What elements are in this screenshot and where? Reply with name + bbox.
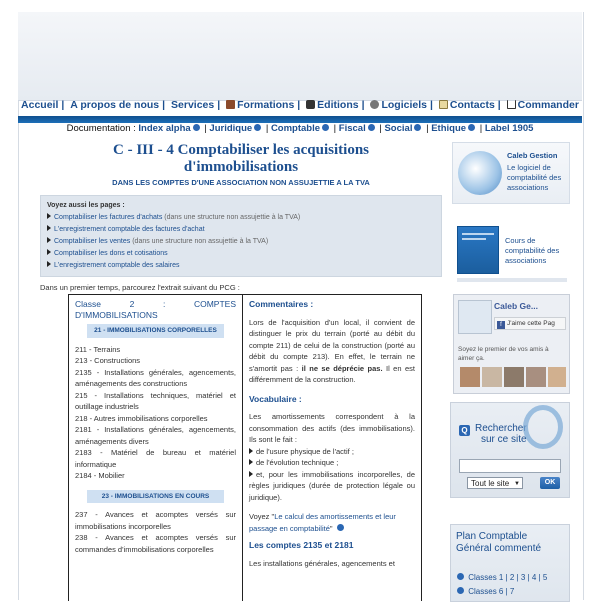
ad-cours-comptabilite[interactable] bbox=[452, 218, 568, 288]
nav-sep: | bbox=[217, 99, 221, 111]
article bbox=[40, 138, 442, 292]
see-also-item bbox=[47, 248, 435, 260]
account-entry: 218 - Autres immobilisations corporelles bbox=[75, 413, 208, 423]
arrow-icon bbox=[337, 524, 344, 531]
ad-text: Cours de comptabilité des associations bbox=[505, 236, 560, 265]
facebook-icon: f bbox=[497, 321, 505, 329]
title-line-1: C - III - 4 Comptabiliser les acquisitions bbox=[113, 142, 369, 158]
main-nav bbox=[18, 99, 582, 117]
friend-avatar bbox=[482, 367, 502, 387]
friend-avatar bbox=[504, 367, 524, 387]
doc-link-juridique[interactable]: Juridique bbox=[209, 123, 253, 134]
pcg-table bbox=[68, 294, 422, 601]
contact-card-icon bbox=[439, 100, 448, 109]
account-entry: 2184 - Mobilier bbox=[75, 471, 125, 480]
plan-class-link[interactable]: 7 bbox=[509, 587, 515, 596]
facebook-page-name[interactable]: Caleb Ge... bbox=[494, 301, 538, 311]
nav-label: Editions bbox=[317, 99, 359, 111]
account-entry: 211 - Terrains bbox=[75, 344, 121, 354]
see-also-link[interactable]: Comptabiliser les ventes bbox=[54, 238, 131, 245]
arrow-icon bbox=[457, 587, 464, 594]
arrow-icon bbox=[457, 573, 464, 580]
triangle-right-icon bbox=[47, 225, 51, 231]
pcg-extract-column bbox=[69, 295, 243, 601]
account-entry: 213 - Constructions bbox=[75, 356, 141, 365]
nav-sep: | bbox=[361, 99, 365, 111]
book-icon bbox=[306, 100, 315, 109]
plan-class-link[interactable]: 4 bbox=[531, 573, 537, 582]
title-line-2: d'immobilisations bbox=[183, 159, 299, 175]
voyez-prefix: Voyez " bbox=[249, 512, 275, 521]
search-input[interactable] bbox=[459, 459, 561, 473]
account-entry: 215 - Installations techniques, matériel et outillage industriels bbox=[75, 390, 236, 411]
disc-icon bbox=[370, 100, 379, 109]
account-entry: 238 - Avances et acomptes versés sur commandes d'immobilisations corporelles bbox=[75, 533, 236, 554]
triangle-right-icon bbox=[249, 459, 253, 465]
arrow-icon bbox=[368, 124, 375, 131]
search-title bbox=[475, 423, 527, 445]
see-also-link[interactable]: L'enregistrement comptable des salaires bbox=[54, 262, 180, 269]
search-title-line-1: Rechercher bbox=[475, 423, 527, 434]
facebook-like-button[interactable] bbox=[494, 317, 566, 330]
plan-row-label: Classes bbox=[468, 573, 497, 582]
account-entry: 2181 - Installations générales, agencements, aménagements divers bbox=[75, 425, 236, 446]
doc-link-ethique[interactable]: Ethique bbox=[431, 123, 467, 134]
triangle-right-icon bbox=[249, 448, 253, 454]
nav-item-editions[interactable] bbox=[306, 99, 358, 111]
accounts-text: Les installations générales, agencements et bbox=[249, 558, 395, 568]
ad-caleb-gestion[interactable] bbox=[452, 142, 570, 204]
see-also-item bbox=[47, 224, 435, 236]
plan-row-label: Classes bbox=[468, 587, 497, 596]
friend-avatar bbox=[526, 367, 546, 387]
plan-class-link[interactable]: 1 bbox=[498, 573, 504, 582]
plan-class-link[interactable]: 3 bbox=[520, 573, 526, 582]
see-also-item bbox=[47, 236, 435, 248]
search-ok-button[interactable]: OK bbox=[540, 477, 560, 489]
nav-sep: | bbox=[429, 99, 433, 111]
documentation-label: Documentation : bbox=[66, 123, 136, 134]
plan-title: Plan Comptable Général commenté bbox=[456, 531, 542, 554]
nav-sep: | bbox=[497, 99, 501, 111]
account-entry: 2135 - Installations générales, agencements, aménagements des constructions bbox=[75, 367, 236, 388]
vocabulary-heading: Vocabulaire : bbox=[249, 393, 302, 404]
amortissements-link[interactable]: Le calcul des amortissements et leur passage en comptabilité bbox=[249, 512, 396, 533]
comment-tail: Il en est différemment de la construction. bbox=[249, 363, 415, 384]
intro-text: Dans un premier temps, parcourez l'extrait suivant du PCG : bbox=[40, 283, 240, 292]
cart-icon bbox=[507, 100, 516, 109]
documentation-nav: Documentation : Index alpha | Juridique | Comptable | Fiscal | Social | Ethique | Label 1905 bbox=[66, 123, 534, 134]
page-title bbox=[40, 142, 442, 176]
friend-avatar bbox=[460, 367, 480, 387]
nav-label: Commander bbox=[517, 99, 579, 111]
magnifier-icon bbox=[523, 405, 563, 449]
plan-class-link[interactable]: 6 bbox=[498, 587, 504, 596]
triangle-right-icon bbox=[249, 471, 253, 477]
vocabulary-item bbox=[249, 469, 415, 504]
plan-comptable-box bbox=[450, 524, 570, 602]
comments-heading: Commentaires : bbox=[249, 299, 314, 309]
header-banner bbox=[18, 12, 582, 101]
nav-item-services[interactable]: Services bbox=[171, 99, 215, 111]
nav-item-contacts[interactable] bbox=[439, 99, 495, 111]
vocabulary-item-text: et, pour les immobilisations incorporelles, de règles juridiques (durée de protection légale ou juridique). bbox=[249, 469, 415, 502]
account-entry: 2183 - Matériel de bureau et matériel informatique bbox=[75, 448, 236, 469]
see-also-note: (dans une structure non assujettie à la TVA) bbox=[164, 214, 301, 221]
accounts-heading: Les comptes 2135 et 2181 bbox=[249, 540, 354, 550]
friend-avatar bbox=[548, 367, 566, 387]
books-icon bbox=[226, 100, 235, 109]
voyez-suffix: " bbox=[329, 523, 333, 533]
arrow-icon bbox=[414, 124, 421, 131]
plan-class-link[interactable]: 5 bbox=[542, 573, 548, 582]
facebook-widget bbox=[453, 294, 570, 394]
arrow-icon bbox=[254, 124, 261, 131]
vocabulary-item bbox=[249, 457, 415, 469]
software-box-image bbox=[458, 151, 502, 195]
see-also-link[interactable]: Comptabiliser les factures d'achats bbox=[54, 214, 163, 221]
section-heading: 23 - IMMOBILISATIONS EN COURS bbox=[87, 490, 224, 504]
comments-column bbox=[243, 295, 421, 601]
arrow-icon bbox=[193, 124, 200, 131]
account-entry: 237 - Avances et acomptes versés sur immobilisations incorporelles bbox=[75, 510, 236, 531]
page-thumbnail bbox=[458, 300, 492, 334]
nav-item-logiciels[interactable] bbox=[370, 99, 427, 111]
doc-link-label-1905[interactable]: Label 1905 bbox=[484, 123, 534, 134]
ad-title: Caleb Gestion bbox=[507, 151, 558, 160]
nav-sep: | bbox=[61, 99, 65, 111]
plan-row: Classes 6 | 7 bbox=[455, 587, 514, 596]
comment-emphasis: il ne se déprécie pas. bbox=[301, 363, 383, 373]
voyez-line bbox=[249, 511, 415, 534]
see-also-heading: Voyez aussi les pages : bbox=[47, 202, 125, 209]
nav-label: Logiciels bbox=[381, 99, 427, 111]
nav-label: Contacts bbox=[449, 99, 495, 111]
class-heading: Classe 2 : COMPTES D'IMMOBILISATIONS bbox=[75, 299, 236, 320]
book-cover-image bbox=[457, 226, 499, 274]
search-title-line-2: sur ce site bbox=[481, 434, 527, 445]
doc-link-social[interactable]: Social bbox=[384, 123, 413, 134]
doc-link-comptable[interactable]: Comptable bbox=[270, 123, 321, 134]
vocabulary-item-text: de l'évolution technique ; bbox=[256, 458, 339, 467]
facebook-text: Soyez le premier de vos amis à aimer ça. bbox=[458, 346, 549, 362]
ad-text: Le logiciel de comptabilité des associations bbox=[507, 163, 562, 192]
arrow-icon bbox=[468, 124, 475, 131]
see-also-box bbox=[40, 195, 442, 277]
nav-label: Formations bbox=[237, 99, 295, 111]
chevron-down-icon: ▼ bbox=[514, 481, 520, 487]
nav-item-formations[interactable] bbox=[226, 99, 294, 111]
doc-link-fiscal[interactable]: Fiscal bbox=[338, 123, 366, 134]
nav-item-accueil[interactable]: Accueil bbox=[21, 99, 59, 111]
triangle-right-icon bbox=[47, 237, 51, 243]
nav-sep: | bbox=[162, 99, 166, 111]
see-also-item bbox=[47, 212, 435, 224]
like-label: J'aime cette Pag bbox=[507, 320, 555, 327]
search-icon: Q bbox=[459, 425, 470, 436]
triangle-right-icon bbox=[47, 213, 51, 219]
page-subtitle: DANS LES COMPTES D'UNE ASSOCIATION NON ASSUJETTIE A LA TVA bbox=[112, 178, 370, 187]
doc-link-index-alpha[interactable]: Index alpha bbox=[138, 123, 191, 134]
nav-item-commander[interactable] bbox=[507, 99, 579, 111]
nav-sep: | bbox=[297, 99, 301, 111]
vocabulary-item-text: de l'usure physique de l'actif ; bbox=[256, 446, 354, 456]
plan-row: Classes 1 | 2 | 3 | 4 | 5 bbox=[455, 573, 547, 582]
see-also-link[interactable]: L'enregistrement comptable des factures d'achat bbox=[54, 226, 205, 233]
triangle-right-icon bbox=[47, 249, 51, 255]
nav-bar bbox=[18, 116, 582, 123]
see-also-item bbox=[47, 260, 435, 272]
section-heading: 21 - IMMOBILISATIONS CORPORELLES bbox=[87, 324, 224, 338]
arrow-icon bbox=[322, 124, 329, 131]
comments-text bbox=[249, 317, 415, 386]
comment-body: Lors de l'acquisition d'un local, il convient de distinguer le prix du terrain (porté au débit du compte 211) de celui de la construction (porté au débit du compte 213). En effet, le terrain ne s'amortit pas : bbox=[249, 317, 415, 373]
see-also-link[interactable]: Comptabiliser les dons et cotisations bbox=[54, 250, 168, 257]
search-scope-select[interactable] bbox=[467, 477, 523, 489]
see-also-note: (dans une structure non assujettie à la TVA) bbox=[132, 238, 269, 245]
vocabulary-item bbox=[249, 446, 415, 458]
plan-class-link[interactable]: 2 bbox=[509, 573, 515, 582]
nav-item-a-propos[interactable]: A propos de nous bbox=[70, 99, 160, 111]
triangle-right-icon bbox=[47, 261, 51, 267]
vocabulary-text: Les amortissements correspondent à la consommation des actifs (des immobilisations). Ils sont le fait : bbox=[249, 412, 415, 444]
select-value: Tout le site bbox=[471, 479, 510, 488]
search-widget bbox=[450, 402, 570, 498]
